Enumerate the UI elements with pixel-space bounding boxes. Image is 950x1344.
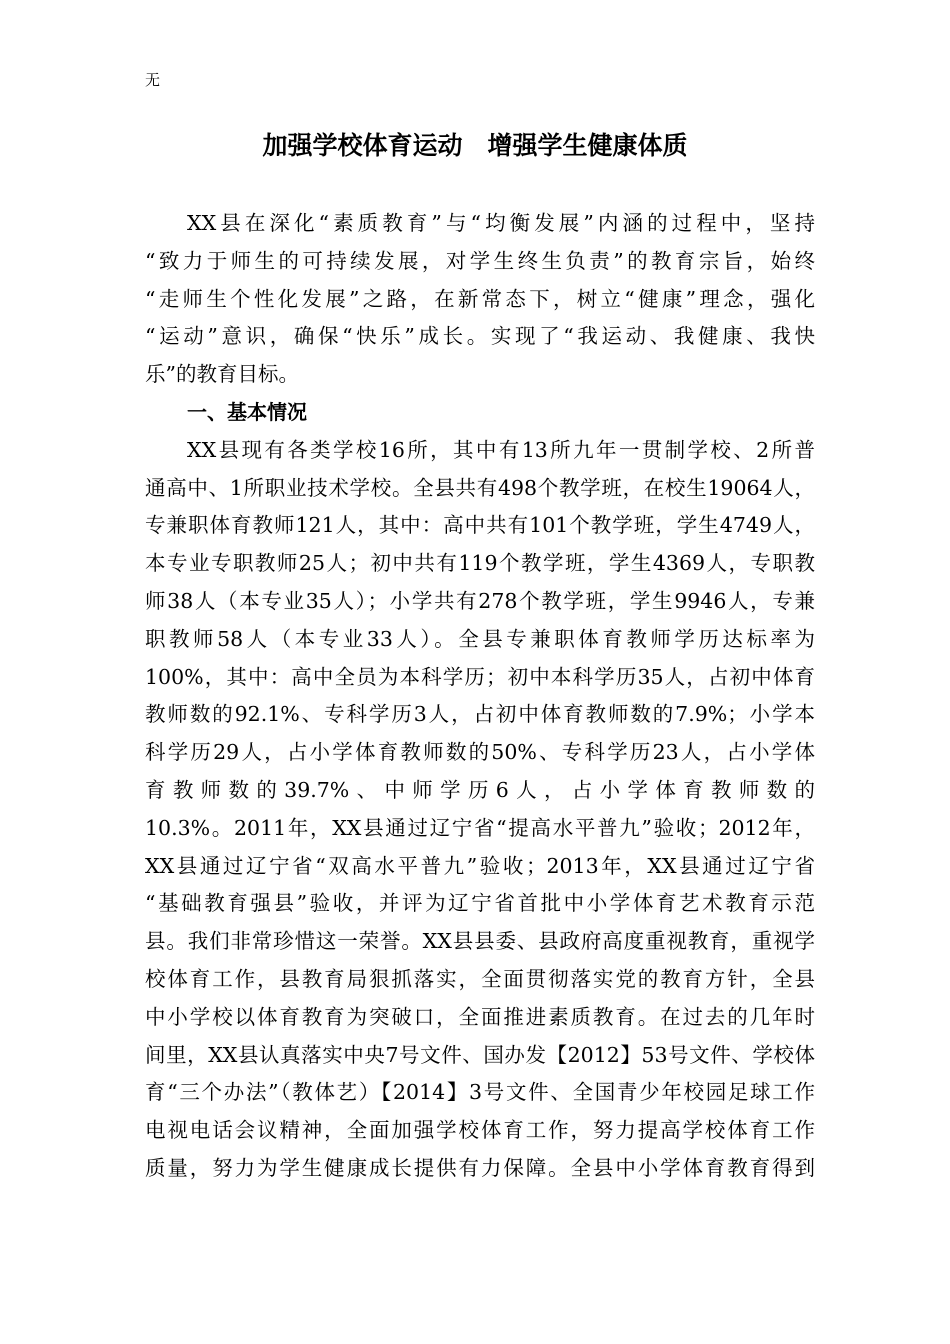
header-mark: 无 — [145, 71, 161, 89]
text-line: XX县现有各类学校16所，其中有13所九年一贯制学校、2所普 — [187, 437, 815, 462]
text-line: XX县在深化“素质教育”与“均衡发展”内涵的过程中，坚持 — [187, 211, 815, 235]
text-line: XX县通过辽宁省“双高水平普九”验收；2013年，XX县通过辽宁省 — [145, 853, 815, 878]
text-line: 质量，努力为学生健康成长提供有力保障。全县中小学体育教育得到 — [145, 1155, 815, 1180]
document-title: 加强学校体育运动 增强学生健康体质 — [262, 131, 688, 160]
text-line: 本专业专职教师25人；初中共有119个教学班，学生4369人，专职教 — [145, 551, 815, 576]
text-line: 乐”的教育目标。 — [145, 362, 299, 387]
text-line: 育“三个办法”（教体艺）【2014】3号文件、全国青少年校园足球工作 — [145, 1080, 815, 1105]
document-body — [145, 205, 815, 1188]
text-line: “运动”意识，确保“快乐”成长。实现了“我运动、我健康、我快 — [145, 324, 815, 349]
text-line: 科学历29人，占小学体育教师数的50%、专科学历23人，占小学体 — [145, 740, 815, 765]
text-line: 专兼职体育教师121人，其中：高中共有101个教学班，学生4749人， — [145, 513, 815, 538]
text-line: 育教师数的39.7%、中师学历6人，占小学体育教师数的 — [145, 777, 815, 802]
text-line: “基础教育强县”验收，并评为辽宁省首批中小学体育艺术教育示范 — [145, 891, 815, 916]
text-line: 教师数的92.1%、专科学历3人，占初中体育教师数的7.9%；小学本 — [145, 702, 815, 727]
text-line: “致力于师生的可持续发展，对学生终生负责”的教育宗旨，始终 — [145, 248, 815, 273]
text-line: 校体育工作，县教育局狠抓落实，全面贯彻落实党的教育方针，全县 — [145, 966, 815, 991]
text-line: 间里，XX县认真落实中央7号文件、国办发【2012】53号文件、学校体 — [145, 1042, 815, 1067]
text-line: 电视电话会议精神，全面加强学校体育工作，努力提高学校体育工作 — [145, 1118, 815, 1143]
text-line: 县。我们非常珍惜这一荣誉。XX县县委、县政府高度重视教育，重视学 — [145, 929, 815, 954]
text-line: 10.3%。2011年，XX县通过辽宁省“提高水平普九”验收；2012年， — [145, 815, 815, 840]
text-line: 中小学校以体育教育为突破口，全面推进素质教育。在过去的几年时 — [145, 1004, 815, 1029]
text-line: “走师生个性化发展”之路，在新常态下，树立“健康”理念，强化 — [145, 286, 815, 311]
text-line: 师38人（本专业35人）；小学共有278个教学班，学生9946人，专兼 — [145, 588, 815, 613]
text-line: 通高中、1所职业技术学校。全县共有498个教学班，在校生19064人， — [145, 475, 815, 500]
section-heading: 一、基本情况 — [187, 399, 307, 424]
text-line: 100%，其中：高中全员为本科学历；初中本科学历35人，占初中体育 — [145, 664, 815, 689]
text-line: 职教师58人（本专业33人）。全县专兼职体育教师学历达标率为 — [145, 626, 815, 651]
